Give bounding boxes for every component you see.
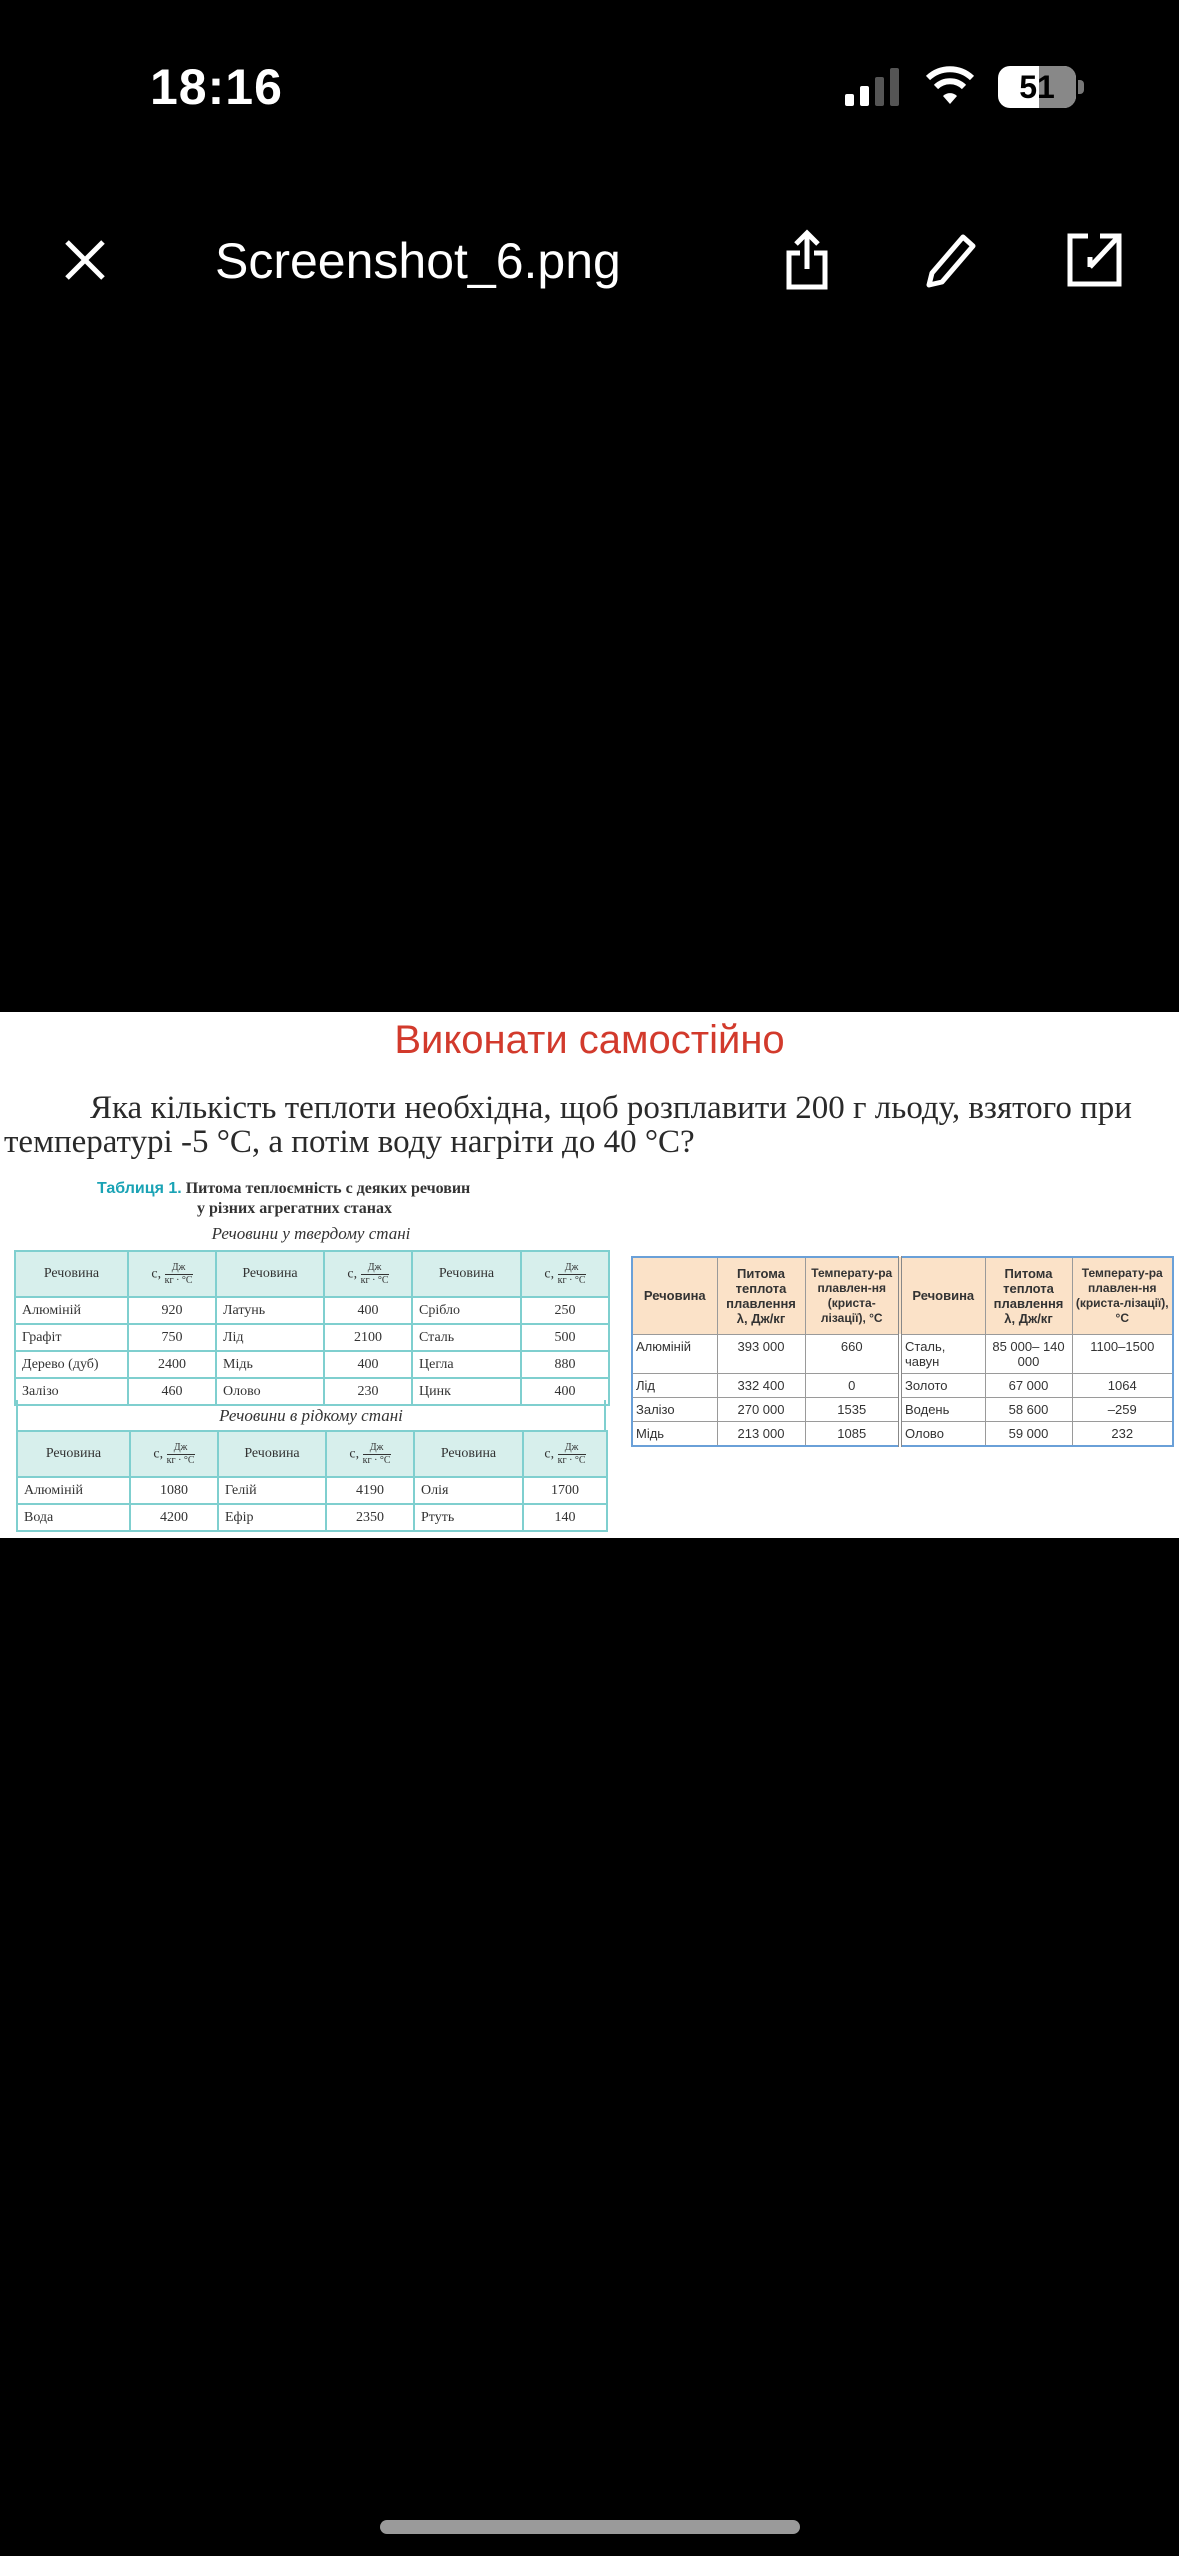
unit-fraction [558,1442,586,1467]
substance-name: Лід [632,1373,717,1397]
task-heading: Виконати самостійно [394,1018,785,1062]
header-substance: Речовина [900,1257,985,1334]
wifi-icon [925,64,975,106]
substance-name: Сталь, чавун [900,1334,985,1373]
heat-capacity-value: 920 [128,1297,216,1324]
substance-name: Графіт [15,1324,128,1351]
heat-capacity-value: 4200 [130,1504,218,1531]
header-substance: Речовина [412,1251,521,1297]
substance-name: Водень [900,1397,985,1421]
liquid-heat-capacity-table [16,1430,608,1532]
status-time: 18:16 [150,59,283,115]
c-symbol: c, [153,1446,164,1462]
melting-heat-value: 67 000 [985,1373,1072,1397]
substance-name: Срібло [412,1297,521,1324]
table-row [15,1297,609,1324]
melting-temp-value: 232 [1072,1421,1173,1446]
header-heat-capacity [521,1251,609,1297]
heat-capacity-value: 2100 [324,1324,412,1351]
unit-denominator: кг · °С [164,1274,193,1286]
table-row [15,1324,609,1351]
unit-numerator: Дж [558,1442,586,1455]
header-substance: Речовина [632,1257,717,1334]
heat-capacity-value: 400 [324,1297,412,1324]
table1-label: Таблиця 1. [97,1180,182,1197]
melting-heat-table [631,1256,1174,1447]
battery-icon [998,66,1076,108]
substance-name: Цинк [412,1378,521,1405]
close-icon[interactable] [50,225,120,295]
header-heat-capacity [326,1431,414,1477]
melting-heat-value: 59 000 [985,1421,1072,1446]
solid-state-title: Речовини у твердому стані [211,1224,411,1243]
header-melting-heat: Питома теплота плавлення λ, Дж/кг [717,1257,805,1334]
table1-caption-text: Питома теплоємність с деяких речовин [185,1180,471,1197]
heat-capacity-value: 230 [324,1378,412,1405]
table-row [15,1351,609,1378]
melting-temp-value: 0 [805,1373,900,1397]
cellular-signal-icon [845,68,901,106]
unit-numerator: Дж [361,1262,389,1275]
header-substance: Речовина [15,1251,128,1297]
heat-capacity-value: 880 [521,1351,609,1378]
table-row [632,1397,1173,1421]
substance-name: Олово [900,1421,985,1446]
solid-heat-capacity-table [14,1250,610,1406]
share-icon[interactable] [772,225,842,295]
substance-name: Залізо [15,1378,128,1405]
heat-capacity-value: 500 [521,1324,609,1351]
melting-heat-value: 58 600 [985,1397,1072,1421]
substance-name: Мідь [216,1351,324,1378]
battery-cap [1078,80,1084,94]
pencil-icon[interactable] [915,225,985,295]
header-melting-temp: Температу-ра плавлен-ня (криста-лізації), °С [1072,1257,1173,1334]
unit-denominator: кг · °С [362,1454,391,1466]
unit-denominator: кг · °С [166,1454,195,1466]
heat-capacity-value: 400 [324,1351,412,1378]
unit-numerator: Дж [363,1442,391,1455]
unit-denominator: кг · °С [557,1454,586,1466]
substance-name: Залізо [632,1397,717,1421]
substance-name: Алюміній [15,1297,128,1324]
melting-heat-value: 213 000 [717,1421,805,1446]
melting-temp-value: 660 [805,1334,900,1373]
unit-numerator: Дж [167,1442,195,1455]
heat-capacity-value: 140 [523,1504,607,1531]
melting-temp-value: 1535 [805,1397,900,1421]
heat-capacity-value: 4190 [326,1477,414,1504]
liquid-state-title: Речовини в рідкому стані [16,1400,606,1433]
substance-name: Вода [17,1504,130,1531]
unit-fraction [361,1262,389,1287]
header-substance: Речовина [414,1431,523,1477]
question-line-1: Яка кількість теплоти необхідна, щоб розплавити 200 г льоду, взятого при [90,1090,1132,1126]
header-heat-capacity [128,1251,216,1297]
melting-heat-value: 393 000 [717,1334,805,1373]
c-symbol: c, [544,1446,555,1462]
open-external-icon[interactable] [1060,225,1130,295]
unit-numerator: Дж [558,1262,586,1275]
substance-name: Латунь [216,1297,324,1324]
substance-name: Сталь [412,1324,521,1351]
melting-temp-value: 1064 [1072,1373,1173,1397]
header-substance: Речовина [218,1431,326,1477]
substance-name: Дерево (дуб) [15,1351,128,1378]
image-content [0,1012,1179,1538]
heat-capacity-value: 750 [128,1324,216,1351]
file-title: Screenshot_6.png [215,233,621,289]
heat-capacity-value: 2400 [128,1351,216,1378]
header-substance: Речовина [17,1431,130,1477]
question-line-2: температурі -5 °С, а потім воду нагріти до 40 °С? [4,1124,695,1160]
unit-denominator: кг · °С [557,1274,586,1286]
table-row [632,1421,1173,1446]
substance-name: Алюміній [632,1334,717,1373]
header-melting-heat: Питома теплота плавлення λ, Дж/кг [985,1257,1072,1334]
substance-name: Золото [900,1373,985,1397]
header-heat-capacity [130,1431,218,1477]
header-melting-temp: Температу-ра плавлен-ня (криста-лізації), °С [805,1257,900,1334]
substance-name: Мідь [632,1421,717,1446]
substance-name: Лід [216,1324,324,1351]
table-row [632,1334,1173,1373]
melting-temp-value: 1100–1500 [1072,1334,1173,1373]
heat-capacity-value: 400 [521,1378,609,1405]
battery-level: 51 [1019,69,1055,105]
heat-capacity-value: 1080 [130,1477,218,1504]
substance-name: Олово [216,1378,324,1405]
c-symbol: c, [151,1266,162,1282]
unit-fraction [165,1262,193,1287]
header-substance: Речовина [216,1251,324,1297]
unit-fraction [558,1262,586,1287]
melting-temp-value: –259 [1072,1397,1173,1421]
header-heat-capacity [324,1251,412,1297]
header-heat-capacity [523,1431,607,1477]
home-indicator[interactable] [380,2520,800,2534]
unit-fraction [167,1442,195,1467]
heat-capacity-value: 460 [128,1378,216,1405]
c-symbol: c, [347,1266,358,1282]
heat-capacity-value: 2350 [326,1504,414,1531]
substance-name: Алюміній [17,1477,130,1504]
substance-name: Олія [414,1477,523,1504]
unit-numerator: Дж [165,1262,193,1275]
melting-temp-value: 1085 [805,1421,900,1446]
table-row [632,1373,1173,1397]
substance-name: Ефір [218,1504,326,1531]
c-symbol: c, [349,1446,360,1462]
melting-heat-value: 85 000– 140 000 [985,1334,1072,1373]
heat-capacity-value: 250 [521,1297,609,1324]
unit-denominator: кг · °С [360,1274,389,1286]
table-row [17,1477,607,1504]
table-row [17,1504,607,1531]
table1-caption-line2: у різних агрегатних станах [197,1200,392,1217]
c-symbol: c, [544,1266,555,1282]
substance-name: Ртуть [414,1504,523,1531]
substance-name: Гелій [218,1477,326,1504]
table1-caption [97,1180,470,1198]
substance-name: Цегла [412,1351,521,1378]
melting-heat-value: 332 400 [717,1373,805,1397]
unit-fraction [363,1442,391,1467]
heat-capacity-value: 1700 [523,1477,607,1504]
melting-heat-value: 270 000 [717,1397,805,1421]
